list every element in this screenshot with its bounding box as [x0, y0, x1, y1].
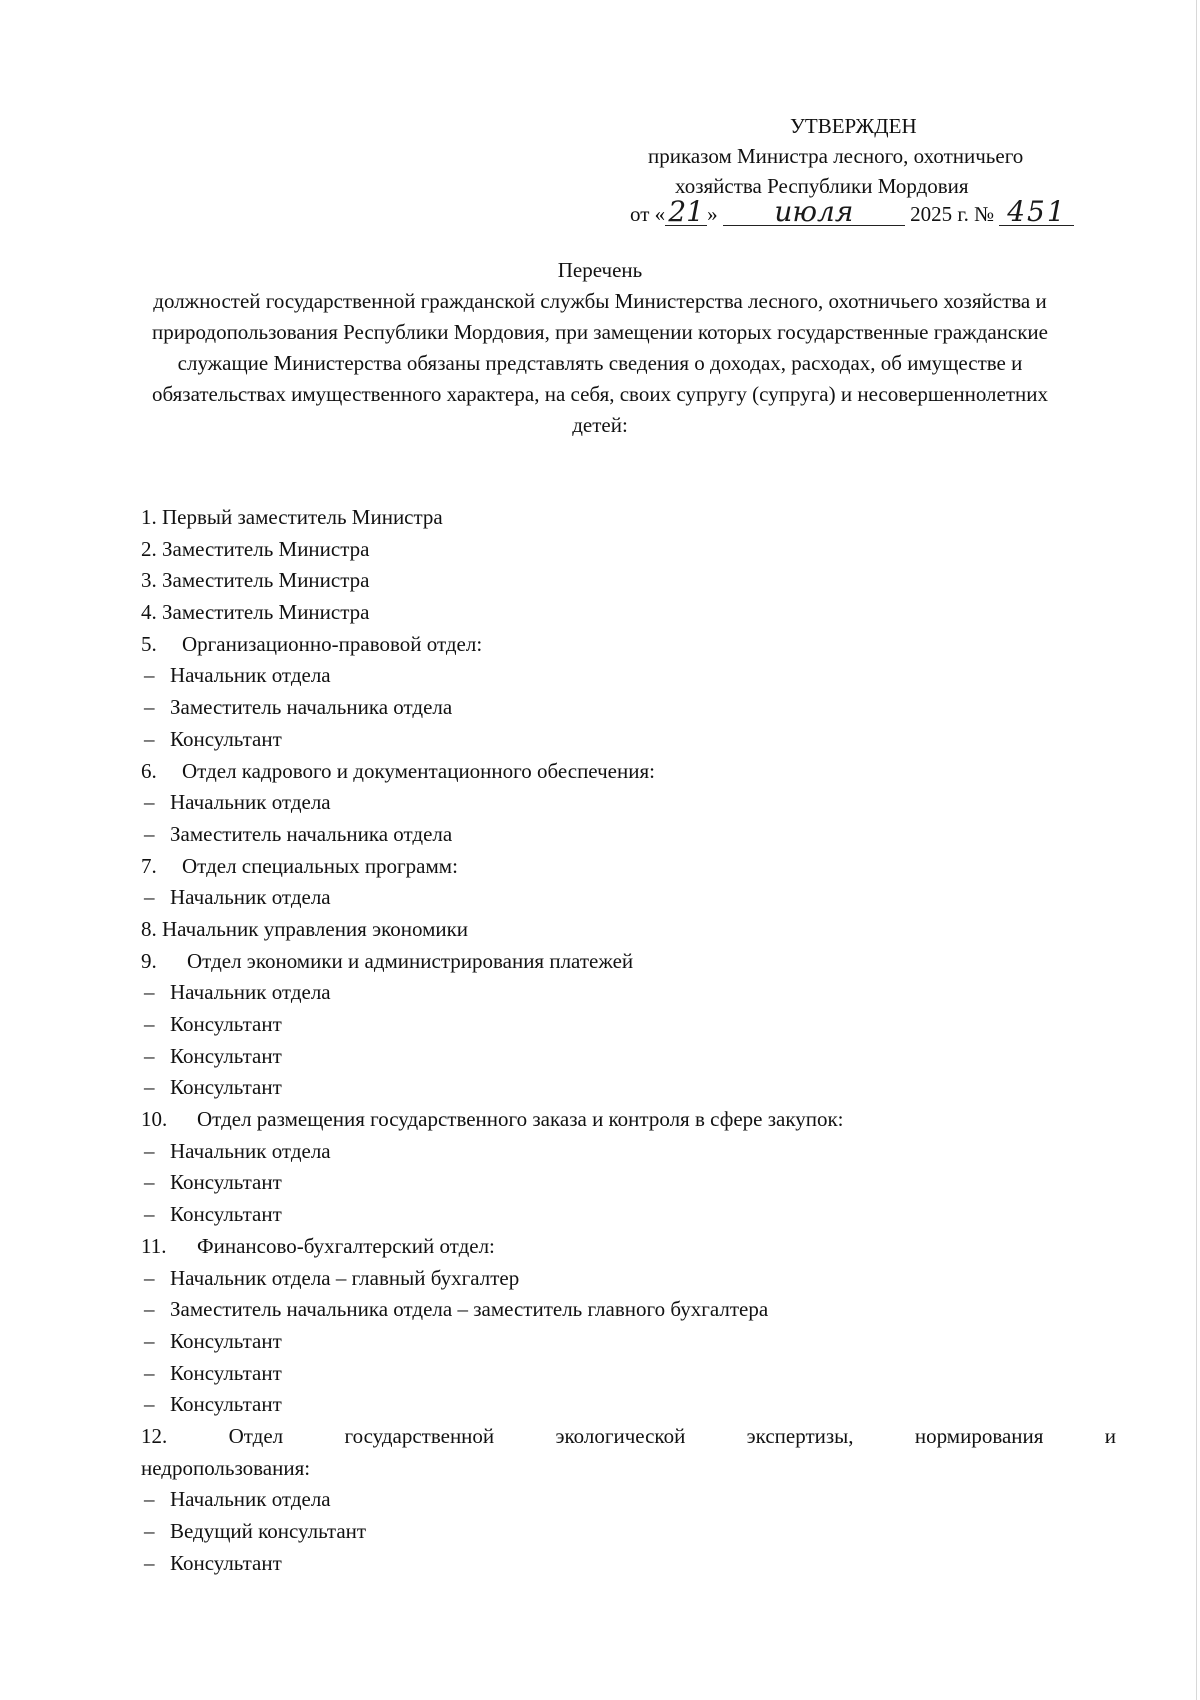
handwritten-day: 21: [665, 199, 707, 226]
list-item: 8. Начальник управления экономики: [141, 916, 469, 941]
approval-heading: УТВЕРЖДЕН: [790, 114, 917, 138]
list-item: – Консультант: [144, 1360, 282, 1385]
list-item: – Консультант: [144, 1170, 282, 1195]
list-item: 4. Заместитель Министра: [141, 600, 370, 625]
positions-list: [141, 502, 1116, 1579]
scan-edge-line: [1196, 0, 1197, 1700]
list-item: – Заместитель начальника отдела: [144, 821, 453, 846]
list-item: – Начальник отдела: [144, 980, 331, 1005]
handwritten-order-number: 451: [999, 199, 1074, 226]
year: 2025 г.: [910, 202, 969, 226]
list-item: – Консультант: [144, 1075, 282, 1100]
list-item: – Начальник отдела: [144, 885, 331, 910]
section-heading: 7. Отдел специальных программ:: [141, 853, 458, 878]
section-heading: 5. Организационно-правовой отдел:: [141, 631, 483, 656]
document-title: [130, 255, 1070, 441]
section-heading: 10. Отдел размещения государственного заказа и контроля в сфере закупок:: [141, 1107, 844, 1132]
list-item: 3. Заместитель Министра: [141, 568, 370, 593]
list-item: – Заместитель начальника отдела: [144, 695, 453, 720]
list-item: – Консультант: [144, 726, 282, 751]
section-heading: 12. Отдел государственной экологической экспертизы, нормирования и: [141, 1423, 1116, 1448]
list-item: 2. Заместитель Министра: [141, 536, 370, 561]
list-item: – Консультант: [144, 1012, 282, 1036]
list-item: – Начальник отдела: [144, 663, 331, 688]
section-heading: 6. Отдел кадрового и документационного обеспечения:: [141, 758, 655, 783]
list-item: – Начальник отдела: [144, 1138, 331, 1163]
quote-open: «: [654, 202, 666, 226]
list-item: – Ведущий консультант: [144, 1519, 367, 1543]
list-item: – Начальник отдела: [144, 790, 331, 815]
approval-order-line: приказом Министра лесного, охотничьего: [648, 144, 1024, 168]
list-item: – Консультант: [144, 1202, 282, 1227]
quote-close: »: [707, 202, 718, 226]
list-item: – Начальник отдела: [144, 1487, 331, 1512]
date-prefix: от: [630, 202, 650, 226]
approval-date-line: [630, 195, 1074, 229]
list-item: – Консультант: [144, 1392, 282, 1417]
section-heading: 11. Финансово-бухгалтерский отдел:: [141, 1233, 495, 1258]
approval-ministry-line: хозяйства Республики Мордовия: [675, 174, 969, 198]
section-heading: 9. Отдел экономики и администрирования платежей: [141, 948, 634, 973]
section-heading-continuation: недропользования:: [141, 1455, 311, 1480]
number-sign: №: [974, 202, 995, 226]
handwritten-month: июля: [723, 199, 905, 226]
list-item: – Заместитель начальника отдела – заместитель главного бухгалтера: [144, 1297, 769, 1322]
title-heading: Перечень: [557, 258, 643, 282]
title-body: должностей государственной гражданской службы Министерства лесного, охотничьего хозяйства и природопользования Республики Мордовия, при замещении которых государственные гражданские служащие Министерства обязаны представлять сведения о доходах, расходах, об имуществе и обязательствах имущественного характера, на себя, своих супругу (супруга) и несовершеннолетних детей:: [151, 289, 1049, 437]
list-item: 1. Первый заместитель Министра: [141, 505, 443, 529]
list-item: – Консультант: [144, 1328, 282, 1353]
list-item: – Консультант: [144, 1043, 282, 1068]
list-item: – Консультант: [144, 1550, 282, 1575]
list-item: – Начальник отдела – главный бухгалтер: [144, 1265, 520, 1290]
